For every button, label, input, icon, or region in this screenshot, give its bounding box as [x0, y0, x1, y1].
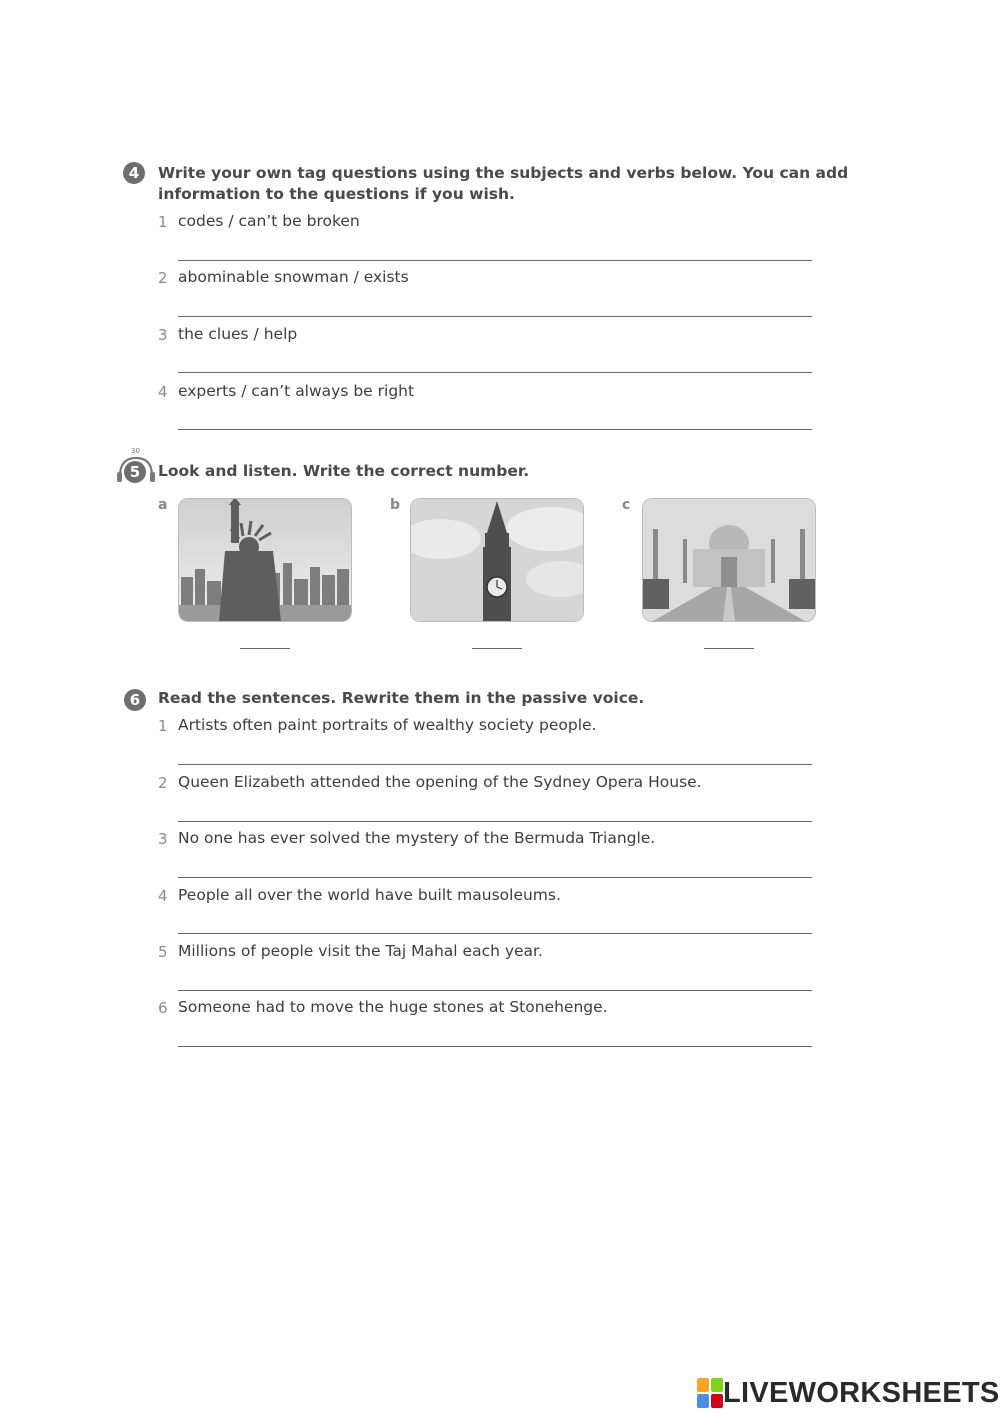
picture-b-label: b	[390, 497, 401, 513]
ex6-item-4-number: 4	[158, 887, 168, 905]
liveworksheets-logo-text: LIVEWORKSHEETS	[723, 1376, 1000, 1409]
picture-c-answer-input[interactable]	[704, 628, 754, 649]
ex4-answer-3-input[interactable]	[178, 346, 812, 373]
ex4-item-2-text: abominable snowman / exists	[178, 268, 409, 286]
ex6-answer-6-input[interactable]	[178, 1020, 812, 1047]
ex6-answer-1-input[interactable]	[178, 738, 812, 765]
exercise-4-badge: 4	[123, 162, 145, 184]
exercise-5-instruction: Look and listen. Write the correct number.	[158, 462, 530, 480]
statue-of-liberty-image	[178, 498, 352, 622]
ex6-item-5-text: Millions of people visit the Taj Mahal each year.	[178, 942, 543, 960]
exercise-4-instruction-line2: information to the questions if you wish.	[158, 185, 515, 203]
ex6-item-2-text: Queen Elizabeth attended the opening of the Sydney Opera House.	[178, 773, 702, 791]
ex6-item-6-number: 6	[158, 999, 168, 1017]
liveworksheets-logo[interactable]	[697, 1376, 1000, 1410]
ex6-item-1-number: 1	[158, 717, 168, 735]
picture-b-answer-input[interactable]	[472, 628, 522, 649]
ex4-answer-1-input[interactable]	[178, 234, 812, 261]
ex6-item-4-text: People all over the world have built mausoleums.	[178, 886, 561, 904]
picture-a-label: a	[158, 497, 168, 513]
liveworksheets-logo-icon	[697, 1378, 723, 1408]
ex6-item-6-text: Someone had to move the huge stones at Stonehenge.	[178, 998, 608, 1016]
exercise-6-instruction: Read the sentences. Rewrite them in the passive voice.	[158, 689, 645, 707]
ex4-item-4-number: 4	[158, 383, 168, 401]
ex4-item-2-number: 2	[158, 269, 168, 287]
taj-mahal-image	[642, 498, 816, 622]
picture-c-label: c	[622, 497, 631, 513]
ex6-answer-3-input[interactable]	[178, 851, 812, 878]
ex4-answer-2-input[interactable]	[178, 290, 812, 317]
exercise-4-instruction-line1: Write your own tag questions using the subjects and verbs below. You can add	[158, 164, 849, 182]
exercise-6-badge: 6	[124, 689, 146, 711]
exercise-5-badge: 5	[124, 461, 146, 483]
ex6-answer-5-input[interactable]	[178, 964, 812, 991]
ex6-item-5-number: 5	[158, 943, 168, 961]
ex4-item-3-number: 3	[158, 326, 168, 344]
ex4-item-4-text: experts / can’t always be right	[178, 382, 415, 400]
ex6-item-2-number: 2	[158, 774, 168, 792]
ex6-answer-2-input[interactable]	[178, 795, 812, 822]
picture-a-answer-input[interactable]	[240, 628, 290, 649]
ex6-item-1-text: Artists often paint portraits of wealthy society people.	[178, 716, 597, 734]
exercise-4-instruction	[158, 163, 848, 205]
audio-track-number: 30	[131, 447, 140, 455]
ex4-item-1-text: codes / can’t be broken	[178, 212, 360, 230]
ex4-answer-4-input[interactable]	[178, 403, 812, 430]
ex6-answer-4-input[interactable]	[178, 907, 812, 934]
ex4-item-3-text: the clues / help	[178, 325, 298, 343]
ex4-item-1-number: 1	[158, 213, 168, 231]
ex6-item-3-number: 3	[158, 830, 168, 848]
ex6-item-3-text: No one has ever solved the mystery of the Bermuda Triangle.	[178, 829, 656, 847]
big-ben-image	[410, 498, 584, 622]
